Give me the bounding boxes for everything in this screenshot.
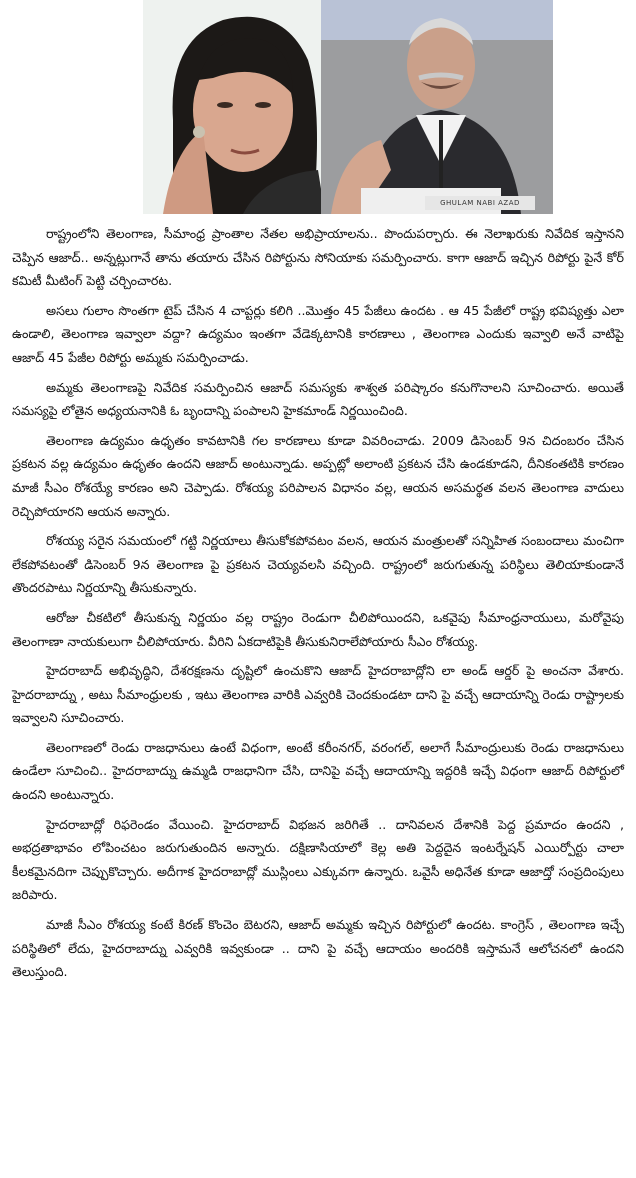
article-paragraph-3: అమ్మకు తెలంగాణపై నివేదిక సమర్పించిన ఆజాద్ సమస్యకు శాశ్వత పరిష్కారం కనుగొనాలని సూచించారు. అయితే సమస్యపై లోతైన అధ్యయనానికి ఓ బృందాన్ని పంపాలని హైకమాండ్ నిర్ణయించింది.	[12, 379, 624, 419]
portrait-photo-left	[143, 0, 325, 214]
man-speaking-image	[321, 0, 553, 214]
header-photos	[0, 0, 636, 216]
article-paragraph-4: తెలంగాణ ఉద్యమం ఉధృతం కావటానికి గల కారణాలు కూడా వివరించాడు. 2009 డిసెంబర్ 9న చిదంబరం చేసిన ప్రకటన వల్ల ఉద్యమం ఉధృతం ఉందని ఆజాద్ అంటున్నాడు. అప్పట్లో అలాంటి ప్రకటన చేసి ఉండకూడని, దీనికంతటికి కారణం మాజీ సీఎం రోశయ్యే కారణం అని చెప్పాడు. రోశయ్య పరిపాలన విధానం వల్ల, ఆయన అసమర్థత వలన తెలంగాణ వాదులు రెచ్చిపోయారని ఆయన అన్నారు.	[12, 432, 624, 519]
article-paragraph-5: రోశయ్య సరైన సమయంలో గట్టి నిర్ణయాలు తీసుకోకపోవటం వలన, ఆయన మంత్రులతో సన్నిహిత సంబందాలు మంచిగా లేకపోవటంతో డిసెంబర్ 9న తెలంగాణ పై ప్రకటన చెయ్యవలసి వచ్చింది. రాష్ట్రంలో జరుగుతున్న పరిస్థిలు తెలియాకుండానే తొందరపాటు నిర్ణయాన్ని తీసుకున్నారు.	[12, 533, 624, 596]
article-paragraph-6: ఆరోజు చీకటిలో తీసుకున్న నిర్ణయం వల్ల రాష్ట్రం రెండుగా చీలిపోయిందని, ఒకవైపు సీమాంధ్రనాయులు, మరోవైపు తెలంగాణా నాయకులుగా చీలిపోయారు. వీరిని ఏకదాటిపైకి తీసుకునిరాలేపోయారు సీఎం రోశయ్య.	[12, 609, 624, 649]
nameplate: GHULAM NABI AZAD	[425, 196, 535, 210]
article-paragraph-7: హైదరాబాద్ అభివృద్ధిని, దేశరక్షణను దృష్టిలో ఉంచుకొని ఆజాద్ హైదరాబాద్లోని లా అండ్ ఆర్డర్ పై అంచనా వేశారు. హైదరాబాద్ను , అటు సీమాంధ్రులకు , ఇటు తెలంగాణ వారికి ఎవ్వరికి చెందకుండటా దాని పై వచ్చే ఆదాయాన్ని రెండు రాష్ట్రాలకు ఇవ్వాలని సూచించారు.	[12, 663, 624, 726]
article-body	[12, 222, 624, 990]
article-paragraph-1: రాష్ట్రంలోని తెలంగాణ, సీమాంధ్ర ప్రాంతాల నేతల అభిప్రాయాలను.. పొందుపర్చారు. ఈ నెలాఖరుకు నివేదిక ఇస్తానని చెప్పిన ఆజాద్.. అన్నట్లుగానే తాను తయారు చేసిన రిపోర్టును సోనియాకు సమర్పించారు. కాగా ఆజాద్ ఇచ్చిన రిపోర్టు పైనే కోర్ కమిటీ మీటింగ్ పెట్టి చర్చించారట.	[12, 226, 624, 289]
portrait-photo-right	[321, 0, 553, 214]
article-paragraph-9: హైదరాబాద్లో రిఫరెండం వేయించి. హైదరాబాద్ విభజన జరిగితే .. దానివలన దేశానికి పెద్ద ప్రమాదం ఉందని , అభద్రతాభావం లోపించటం జరుగుతుందిన అన్నారు. దక్షిణాసియాలో కెల్ల అతి పెద్దదైన ఇంటర్నేషన్ ఎయిర్పోర్టు చాలా కీలకమైనదిగా చెప్పుకొచ్చారు. అదీగాక హైదరాబాద్లో ముస్లింలు ఎక్కువగా ఉన్నారు. ఒవైసీ అధినేత కూడా ఆజాద్తో సంప్రదింపులు జరిపారు.	[12, 816, 624, 903]
article-paragraph-2: అసలు గులాం సొంతగా టైప్ చేసిన 4 చాప్టర్లు కలిగి ..మొత్తం 45 పేజీలు ఉందట . ఆ 45 పేజీలో రాష్ట్ర భవిష్యత్తు ఎలా ఉండాలి, తెలంగాణ ఇవ్వాలా వద్దా? ఉద్యమం ఇంతగా వేడెక్కటానికి కారణాలు , తెలంగాణ ఎందుకు ఇవ్వాలి అనే వాటిపై ఆజాద్ 45 పేజీల రిపోర్టు అమ్మకు సమర్పించాడు.	[12, 302, 624, 365]
article-paragraph-10: మాజీ సీఎం రోశయ్య కంటే కిరణ్ కొంచెం బెటరని, ఆజాద్ అమ్మకు ఇచ్చిన రిపోర్టులో ఉందట. కాంగ్రెస్ , తెలంగాణ ఇచ్చే పరిస్థితిలో లేదు, హైదరాబాద్ను ఎవ్వరికి ఇవ్వకుండా .. దాని పై వచ్చే ఆదాయం అందరికి ఇస్తామనే ఆలోచనలో ఉందని తెలుస్తుంది.	[12, 917, 624, 980]
article-paragraph-8: తెలంగాణలో రెండు రాజధానులు ఉంటే విధంగా, అంటే కరీంనగర్, వరంగల్, అలాగే సీమాంద్రులుకు రెండు రాజధానులు ఉండేలా సూచించి.. హైదరాబాద్ను ఉమ్మడి రాజధానిగా చేసి, దానిపై వచ్చే ఆదాయాన్ని ఇద్దరికి ఇచ్చే విధంగా ఆజాద్ రిపోర్టులో ఉందని అంటున్నారు.	[12, 739, 624, 803]
woman-portrait-image	[143, 0, 325, 214]
